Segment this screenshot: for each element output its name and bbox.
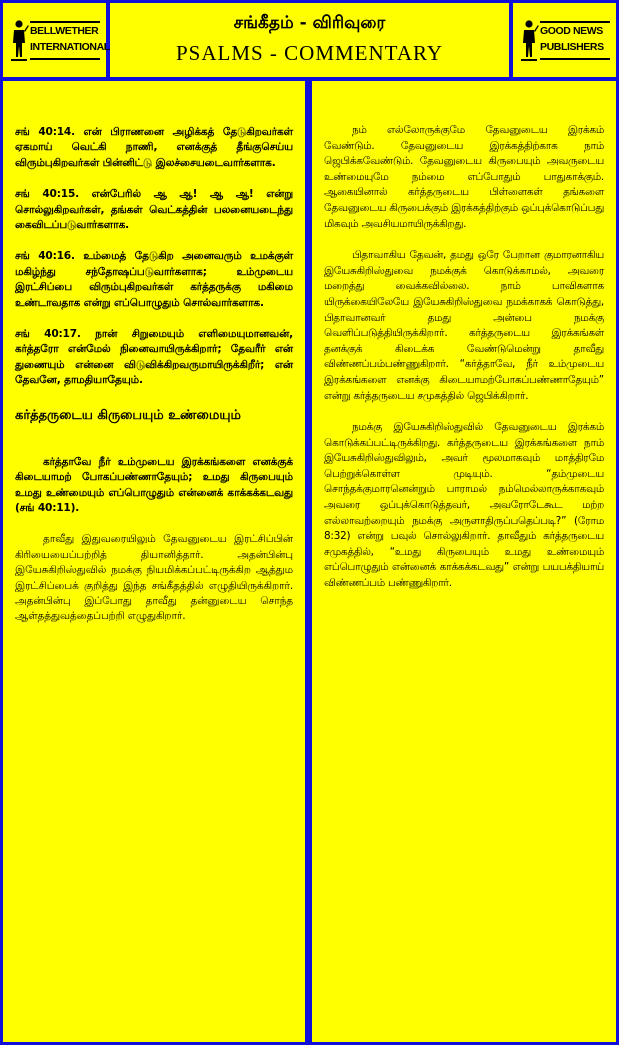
left-paragraph: தாவீது இதுவரையிலும் தேவனுடைய இரட்சிப்பின் கிரியையைப்பற்றித் தியானித்தார். அதன்பின்பு இயேசுகிறிஸ்துவில் நமக்கு நியமிக்கப்பட்டிருக்கிற ஆத்தும இரட்சிப்பைக் குறித்து இந்த சங்கீதத்தில் எழுதியிருக்கிறார். அதன்பின்பு இப்போது தாவீது தன்னுடைய சொந்த ஆள்தத்துவத்தைப்பற்றி எழுதுகிறார். — [15, 533, 293, 623]
right-paragraph-2: பிதாவாகிய தேவன், தமது ஒரே பேறான குமாரனாகிய இயேசுகிறிஸ்துவை நமக்குக் கொடுக்காமல், அவரை மறைத்து வைக்கவில்லை. நாம் பாவிகளாக யிருக்கையிலேயே இயேசுகிறிஸ்துவை நமக்காகக் கொடுத்து, பிதாவானவர் தமது அன்பை நமக்கு வெளிப்படுத்தியிருக்கிறார். கர்த்தருடைய இரக்கங்கள் தனக்குக் கிடைக்க வேண்டுமென்று தாவீது விண்ணப்பம்பண்ணுகிறார். “கர்த்தாவே, நீர் உம்முடைய இரக்கங்களை எனக்கு கிடையாமற்போகப்பண்ணாதேயும்” என்று கர்த்தருடைய சமுகத்தில் ஜெபிக்கிறார். — [324, 249, 604, 402]
logo-right-line2: PUBLISHERS — [540, 41, 604, 53]
right-paragraph-1: நம் எல்லோருக்குமே தேவனுடைய இரக்கம் வேண்டும். தேவனுடைய இரக்கத்திற்காக நாம் ஜெபிக்கவேண்டும். தேவனுடைய கிருபையும் அவருடைய உண்மையுமே நம்மை எப்போதும் பாதுகாக்கும். ஆகையினால் கர்த்தருடைய பிள்ளைகள் தங்களை தேவனுடைய கிருபைக்கும் இரக்கத்திற்கும் ஒப்புக்கொடுப்பது மிகவும் அவசியமாயிருக்கிறது. — [324, 124, 604, 230]
bellwether-logo — [3, 3, 110, 77]
verse-40-16: சங் 40:16. உம்மைத் தேடுகிற அனைவரும் உமக்குள் மகிழ்ந்து சந்தோஷப்படுவார்களாக; உம்முடைய இரட்சிப்பை விரும்புகிறவர்கள் கர்த்தருக்கு மகிமை உண்டாவதாக என்று எப்பொழுதும் சொல்வார்களாக. — [15, 250, 293, 309]
good-news-figure-icon — [519, 19, 539, 61]
verse-40-14: சங் 40:14. என் பிராணனை அழிக்கத் தேடுகிறவர்கள் ஏகமாய் வெட்கி நாணி, எனக்குத் தீங்குசெய்ய விரும்புகிறவர்கள் பின்னிட்டு இலச்சையடைவார்களாக. — [15, 126, 293, 169]
page-title-tamil: சங்கீதம் - விரிவுரை — [233, 13, 386, 33]
good-news-logo — [513, 3, 616, 77]
logo-left-line1: BELLWETHER — [30, 25, 99, 37]
section-title: கர்த்தருடைய கிருபையும் உண்மையும் — [15, 407, 241, 423]
verse-40-15: சங் 40:15. என்பேரில் ஆ ஆ! ஆ ஆ! என்று சொல்லுகிறவர்கள், தங்கள் வெட்கத்தின் பலனையடைந்து கைவிடப்படுவார்களாக. — [15, 188, 293, 232]
section-verse: கர்த்தாவே நீர் உம்முடைய இரக்கங்களை எனக்குக் கிடையாமற் போகப்பண்ணாதேயும்; உமது கிருபையும் உமது உண்மையும் எப்பொழுதும் என்னைக் காக்கக்கடவது (சங் 40:11). — [15, 455, 293, 514]
verse-40-17: சங் 40:17. நான் சிறுமையும் எளிமையுமானவன், கர்த்தரோ என்மேல் நினைவாயிருக்கிறார்; தேவரீர் என் துணையும் என்னை விடுவிக்கிறவருமாயிருக்கிறீர்; என் தேவனே, தாமதியாதேயும். — [15, 328, 293, 387]
title-box — [110, 3, 509, 77]
left-column — [3, 81, 305, 1042]
right-paragraph-3: நமக்கு இயேசுகிறிஸ்துவில் தேவனுடைய இரக்கம் கொடுக்கப்பட்டிருக்கிறது. கர்த்தருடைய இரக்கங்களை நாம் இயேசுகிறிஸ்துவிலும், அவர் மூலமாகவும் மாத்திரமே பெற்றுக்கொள்ள முடியும். “தம்முடைய சொந்தக்குமாரனென்றும் பாராமல் நம்மெல்லாருக்காகவும் அவரை ஒப்புக்கொடுத்தவர், அவரோடேகூட மற்ற எல்லாவற்றையும் நமக்கு அருளாதிருப்பதெப்படி?” (ரோம 8:32) என்று பவுல் சொல்லுகிறார். தாவீதும் கர்த்தருடைய சமுகத்தில், “உமது கிருபையும் உமது உண்மையும் எப்பொழுதும் என்னைக் காக்கக்கடவது” என்று பயபக்தியாய் விண்ணப்பம் பண்ணுகிறார். — [324, 421, 604, 590]
page-title-english: PSALMS - COMMENTARY — [175, 41, 444, 65]
right-column — [312, 81, 616, 1042]
logo-left-line2: INTERNATIONAL — [30, 41, 110, 53]
bellwether-figure-icon — [9, 19, 29, 61]
logo-right-line1: GOOD NEWS — [540, 25, 603, 37]
